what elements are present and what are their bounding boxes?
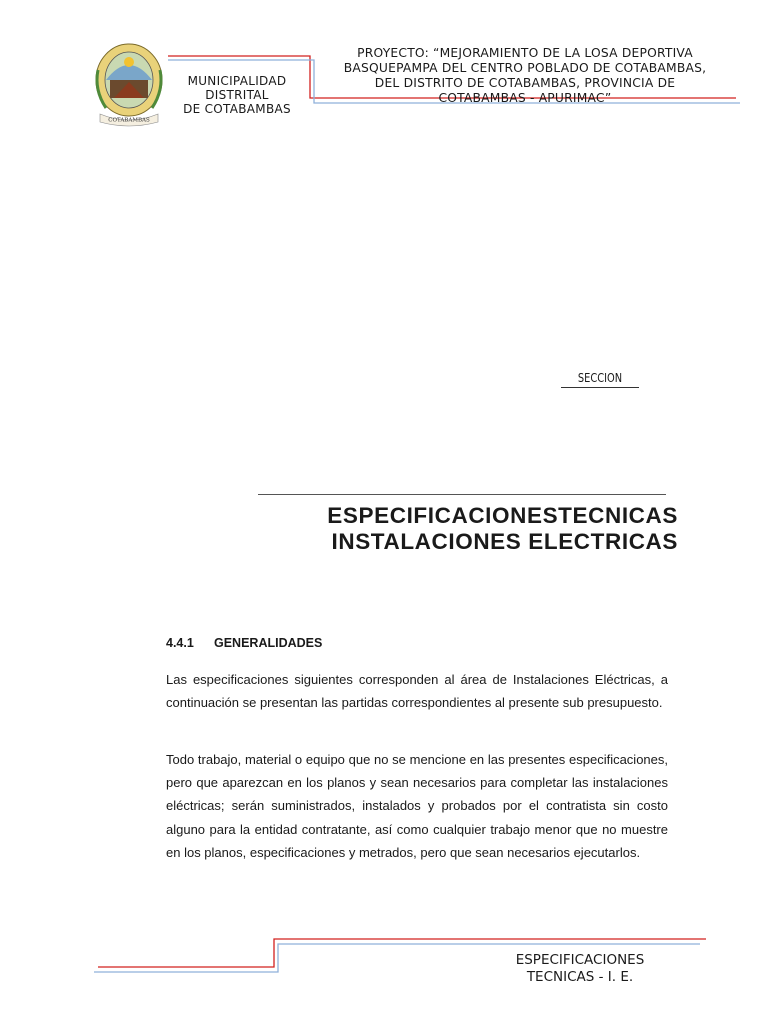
section-label-underline	[561, 387, 639, 388]
municipality-line: DE COTABAMBAS	[183, 102, 291, 116]
paragraph: Las especificaciones siguientes corresponden al área de Instalaciones Eléctricas, a continuación se presentan las partidas correspondientes al presente sub presupuesto.	[166, 672, 668, 711]
paragraph: Todo trabajo, material o equipo que no se mencione en las presentes especificaciones, pero que aparezcan en los planos y sean necesarios para completar las instalaciones eléctricas; serán suministrados, instalados y probados por el contratista sin costo alguno para la entidad contratante, así como cualquier trabajo menor que no muestre en los planos, especificaciones y metrados, pero que sean necesarios ejecutarlos.	[166, 752, 668, 860]
project-line: PROYECTO: “MEJORAMIENTO DE LA LOSA DEPORTIVA	[357, 46, 693, 60]
project-line: DEL DISTRITO DE COTABAMBAS, PROVINCIA DE	[374, 76, 676, 90]
municipality-name	[176, 74, 298, 116]
project-line: BASQUEPAMPA DEL CENTRO POBLADO DE COTABAMBAS,	[343, 61, 707, 75]
municipal-seal-logo	[92, 40, 166, 130]
section-number: 4.4.1	[166, 636, 194, 650]
footer-line: TECNICAS - I. E.	[526, 969, 634, 985]
footer-label	[484, 952, 676, 985]
section-heading	[166, 636, 322, 650]
section-heading-text: GENERALIDADES	[214, 636, 323, 650]
logo-text: COTABAMBAS	[108, 117, 150, 124]
municipality-line: DISTRITAL	[205, 88, 269, 102]
project-title	[318, 46, 732, 105]
municipality-line: MUNICIPALIDAD	[187, 74, 287, 88]
document-title-line2: INSTALACIONES ELECTRICAS	[331, 529, 678, 554]
document-title-line1: ESPECIFICACIONESTECNICAS	[327, 503, 678, 528]
project-line: COTABAMBAS - APURIMAC”	[438, 91, 612, 105]
section-label: SECCION	[577, 371, 623, 385]
title-rule	[258, 494, 666, 495]
footer-line: ESPECIFICACIONES	[515, 952, 645, 968]
